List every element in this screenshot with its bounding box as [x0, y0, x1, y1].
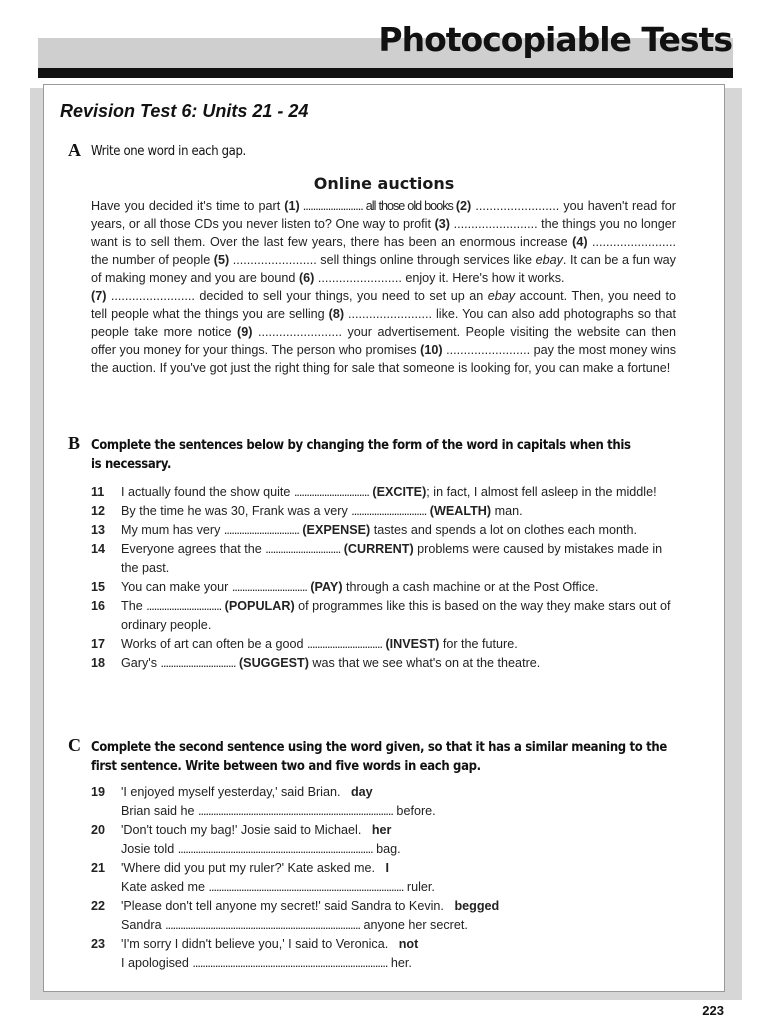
gap-number: (4) [572, 235, 588, 249]
question-sentence: 'I enjoyed myself yesterday,' said Brian. [121, 785, 341, 799]
answer-gap: .............................................................................. [177, 842, 373, 856]
test-title: Revision Test 6: Units 21 - 24 [60, 101, 309, 121]
question-number: 19 [91, 785, 106, 799]
question-text: man. [491, 504, 523, 518]
question-11 [91, 483, 681, 502]
gap-number: (3) [434, 217, 450, 231]
passage-text: ........................ all those old books [299, 199, 456, 213]
section-b-instruction: Complete the sentences below by changing the form of the word in capitals when this is necessary. [91, 438, 631, 472]
header-rule [38, 68, 733, 78]
question-text: tastes and spends a lot on clothes each month. [370, 523, 637, 537]
section-c-letter: C [68, 735, 81, 755]
question-text: of programmes like this is based on the way they make stars out of ordinary people. [121, 599, 671, 632]
keyword: (PAY) [310, 580, 343, 594]
question-12 [91, 502, 681, 521]
question-text: The [121, 599, 147, 613]
gap-number: (5) [213, 253, 230, 267]
keyword: (INVEST) [385, 637, 440, 651]
gap-number: (10) [420, 343, 443, 357]
question-text: You can make your [121, 580, 232, 594]
answer-gap: .............................................................................. [208, 880, 404, 894]
answer-gap: .............................. [231, 580, 307, 594]
answer-gap: .............................................................................. [165, 918, 361, 932]
gap-number: (7) [91, 289, 107, 303]
keyword: (WEALTH) [429, 504, 492, 518]
question-sentence: 'Please don't tell anyone my secret!' said Sandra to Kevin. [121, 899, 444, 913]
question-text: ; in fact, I almost fell asleep in the middle! [426, 485, 657, 499]
question-number: 23 [91, 937, 106, 951]
question-number: 22 [91, 899, 106, 913]
passage-text: ........................ you haven't read for years, or all those CDs you never listen to? One way to profit [91, 199, 676, 231]
keyword: (CURRENT) [343, 542, 414, 556]
answer-end: ruler. [403, 880, 435, 894]
question-sentence: 'Where did you put my ruler?' Kate asked me. [121, 861, 376, 875]
keyword: (EXPENSE) [302, 523, 371, 537]
answer-end: bag. [372, 842, 401, 856]
answer-gap: .............................. [293, 485, 369, 499]
question-number: 15 [91, 580, 106, 594]
question-text: for the future. [439, 637, 518, 651]
question-16 [91, 597, 681, 635]
answer-gap: .............................. [223, 523, 299, 537]
keyword: not [398, 937, 419, 951]
passage-title: Online auctions [313, 174, 455, 193]
section-b-items [91, 483, 681, 673]
question-text: My mum has very [121, 523, 224, 537]
question-14 [91, 540, 681, 578]
keyword: her [371, 823, 392, 837]
question-21 [91, 859, 681, 897]
section-b-letter: B [68, 433, 81, 453]
passage-brand: ebay [487, 289, 516, 303]
gap-number: (8) [328, 307, 345, 321]
passage [91, 197, 676, 377]
question-15 [91, 578, 681, 597]
question-19 [91, 783, 681, 821]
keyword: (EXCITE) [372, 485, 427, 499]
question-text: Everyone agrees that the [121, 542, 266, 556]
gap-number: (9) [237, 325, 253, 339]
question-number: 18 [91, 656, 106, 670]
question-text: Gary's [121, 656, 161, 670]
passage-text: ........................ the things you no longer want is to sell them. Over the last few years, there has been an enormous increase [91, 217, 676, 249]
answer-gap: .............................. [351, 504, 427, 518]
question-text: Works of art can often be a good [121, 637, 307, 651]
answer-end: before. [392, 804, 436, 818]
answer-start: I apologised [121, 956, 193, 970]
question-text: through a cash machine or at the Post Office. [342, 580, 599, 594]
question-number: 21 [91, 861, 106, 875]
gap-number: (6) [298, 271, 315, 285]
section-a-letter: A [68, 140, 81, 160]
answer-start: Brian said he [121, 804, 199, 818]
question-20 [91, 821, 681, 859]
question-text: I actually found the show quite [121, 485, 294, 499]
passage-text: ........................ pay the most money wins the auction. If you've got just the right thing for sale that someone is looking for, you can make a fortune! [91, 343, 676, 375]
answer-gap: .............................................................................. [198, 804, 393, 818]
passage-text: account. Then, you need to tell people what the things you are selling [91, 289, 676, 321]
answer-start: Sandra [121, 918, 166, 932]
question-number: 17 [91, 637, 106, 651]
keyword: I [385, 861, 390, 875]
passage-text: ........................ your advertisement. People visiting the website can then offer you money for your things. The person who promises [91, 325, 677, 357]
question-sentence: 'Don't touch my bag!' Josie said to Michael. [121, 823, 362, 837]
question-13 [91, 521, 681, 540]
passage-text: ........................ enjoy it. Here's how it works. [314, 271, 565, 285]
answer-gap: .............................................................................. [192, 956, 388, 970]
passage-text: ........................ sell things online through services like [229, 253, 536, 267]
section-a-instruction: Write one word in each gap. [91, 144, 246, 159]
question-number: 16 [91, 599, 106, 613]
answer-gap: .............................. [146, 599, 222, 613]
question-number: 14 [91, 542, 106, 556]
question-text: problems were caused by mistakes made in the past. [121, 542, 663, 575]
question-number: 11 [91, 485, 105, 499]
question-23 [91, 935, 681, 973]
keyword: (POPULAR) [224, 599, 295, 613]
question-sentence: 'I'm sorry I didn't believe you,' I said to Veronica. [121, 937, 389, 951]
passage-text: ........................ the number of people [91, 235, 676, 267]
gap-number: (1) [284, 199, 300, 213]
answer-gap: .............................. [160, 656, 236, 670]
passage-text: . It can be a fun way of making money and you are bound [91, 253, 676, 285]
passage-text: ........................ decided to sell your things, you need to set up an [106, 289, 488, 303]
question-17 [91, 635, 681, 654]
question-18 [91, 654, 681, 673]
answer-end: anyone her secret. [360, 918, 468, 932]
question-number: 13 [91, 523, 106, 537]
question-text: By the time he was 30, Frank was a very [121, 504, 352, 518]
keyword: day [350, 785, 373, 799]
header-title: Photocopiable Tests [378, 20, 732, 59]
answer-gap: .............................. [265, 542, 341, 556]
gap-number: (2) [455, 199, 472, 213]
keyword: begged [454, 899, 500, 913]
passage-paragraph-2 [91, 287, 676, 377]
question-text: was that we see what's on at the theatre. [308, 656, 541, 670]
answer-start: Josie told [121, 842, 178, 856]
section-c-items [91, 783, 681, 973]
answer-gap: .............................. [307, 637, 382, 651]
passage-paragraph-1 [91, 197, 676, 287]
question-number: 12 [91, 504, 106, 518]
section-c-instruction: Complete the second sentence using the word given, so that it has a similar meaning to the first sentence. Write between two and five words in each gap. [91, 740, 667, 774]
keyword: (SUGGEST) [238, 656, 309, 670]
page-number: 223 [702, 1003, 724, 1018]
answer-end: her. [387, 956, 412, 970]
question-number: 20 [91, 823, 106, 837]
question-22 [91, 897, 681, 935]
answer-start: Kate asked me [121, 880, 209, 894]
passage-text: ........................ like. You can also add photographs so that people take more notice [91, 307, 676, 339]
passage-text: Have you decided it's time to part [91, 199, 285, 213]
passage-brand: ebay [535, 253, 563, 267]
